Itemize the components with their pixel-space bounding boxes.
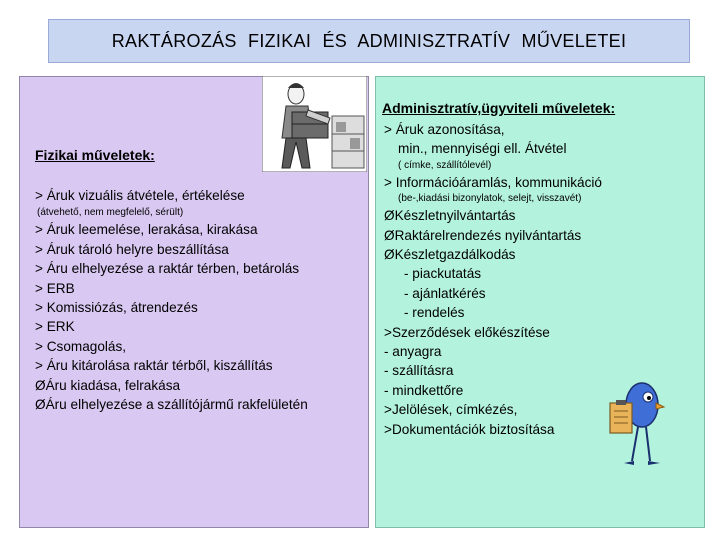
list-item: > Áruk tároló helyre beszállítása — [35, 241, 229, 257]
list-item: (átvehető, nem megfelelő, sérült) — [37, 207, 184, 219]
physical-operations-list — [35, 186, 308, 414]
slide-title-text: RAKTÁROZÁS FIZIKAI ÉS ADMINISZTRATÍV MŰVELETEI — [111, 30, 627, 51]
list-item: > Csomagolás, — [35, 338, 127, 354]
list-item: - szállításra — [384, 363, 454, 379]
list-item: > Áruk vizuális átvétele, értékelése — [35, 188, 245, 203]
list-item: > Információáramlás, kommunikáció — [384, 174, 602, 190]
list-item: - anyagra — [384, 344, 442, 360]
list-item: > Áruk azonosítása, — [384, 122, 505, 137]
list-item: (be-,kiadási bizonylatok, selejt, visszavét) — [398, 193, 582, 205]
list-item: >Dokumentációk biztosítása — [384, 421, 555, 437]
list-item: - rendelés — [404, 305, 465, 321]
physical-operations-heading: Fizikai műveletek: — [35, 147, 155, 163]
list-item: > Áru kitárolása raktár térből, kiszállítás — [35, 358, 273, 374]
list-item: ØKészletnyilvántartás — [384, 208, 516, 224]
bird-with-clipboard-icon — [602, 377, 666, 469]
list-item: > Áru elhelyezése a raktár térben, betárolás — [35, 261, 300, 277]
list-item: > Áruk leemelése, lerakása, kirakása — [35, 222, 258, 238]
list-item: min., mennyiségi ell. Átvétel — [398, 141, 567, 157]
worker-carrying-box-icon — [262, 76, 367, 172]
list-item: > Komissiózás, átrendezés — [35, 300, 198, 316]
list-item: ØKészletgazdálkodás — [384, 247, 516, 263]
administrative-operations-list — [384, 120, 602, 439]
list-item: >Szerződések előkészítése — [384, 324, 550, 340]
list-item: - ajánlatkérés — [404, 285, 486, 301]
list-item: >Jelölések, címkézés, — [384, 402, 518, 418]
list-item: > ERB — [35, 280, 75, 296]
slide-title — [48, 19, 690, 63]
list-item: - mindkettőre — [384, 382, 464, 398]
list-item: - piackutatás — [404, 266, 482, 282]
administrative-operations-heading: Adminisztratív,ügyviteli műveletek: — [382, 100, 616, 116]
list-item: ØÁru elhelyezése a szállítójármű rakfelületén — [35, 397, 308, 413]
list-item: > ERK — [35, 319, 75, 335]
list-item: ØRaktárelrendezés nyilvántartás — [384, 227, 582, 243]
list-item: ( címke, szállítólevél) — [398, 159, 492, 171]
list-item: ØÁru kiadása, felrakása — [35, 377, 181, 393]
